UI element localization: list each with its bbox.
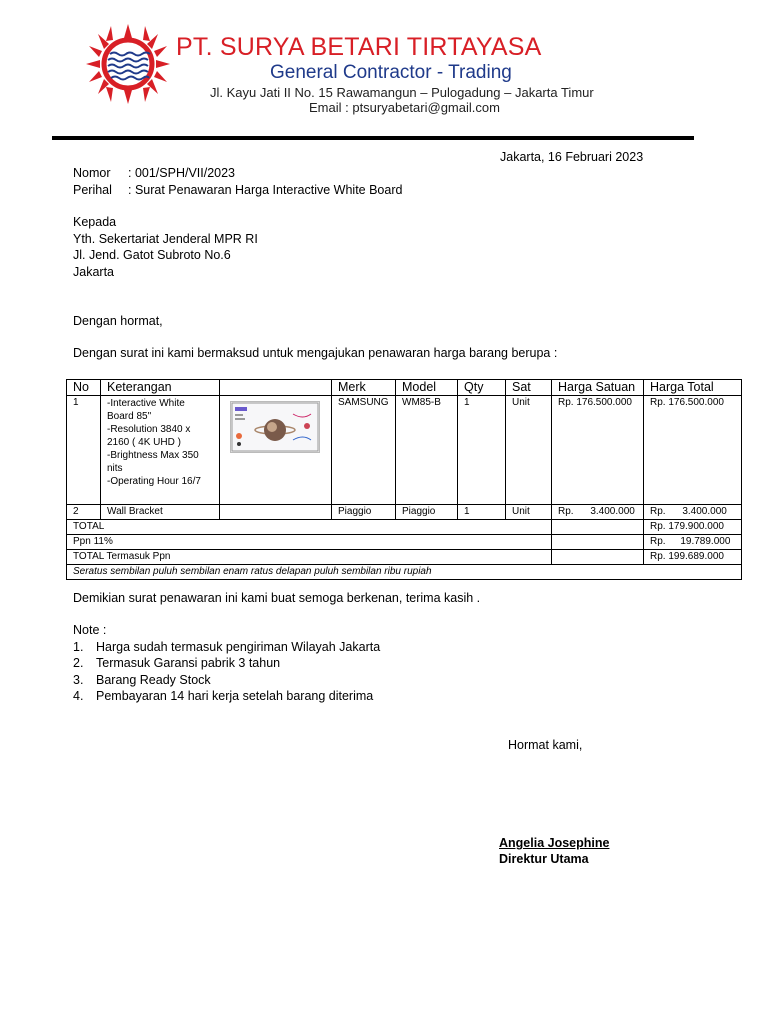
row2-harga-total-cur: Rp. (650, 506, 666, 517)
list-item (73, 689, 380, 705)
list-item (73, 656, 380, 672)
note-number: 3. (73, 672, 84, 687)
col-model: Model (396, 380, 458, 396)
recipient-line3: Jakarta (73, 265, 114, 279)
recipient-line1: Yth. Sekertariat Jenderal MPR RI (73, 232, 258, 246)
note-text: Pembayaran 14 hari kerja setelah barang diterima (96, 688, 374, 703)
signatory-title: Direktur Utama (499, 852, 589, 866)
note-text: Harga sudah termasuk pengiriman Wilayah Jakarta (96, 640, 381, 654)
row2-harga-total (644, 505, 742, 520)
row2-desc: Wall Bracket (101, 505, 220, 520)
nomor-value: : 001/SPH/VII/2023 (128, 166, 236, 180)
greeting: Dengan hormat, (73, 314, 163, 328)
perihal-label: Perihal (73, 183, 112, 197)
note-text: Barang Ready Stock (96, 672, 211, 687)
company-name: PT. SURYA BETARI TIRTAYASA (176, 33, 542, 61)
ppn-row (67, 535, 742, 550)
row1-desc-line: -Brightness Max 350 (107, 450, 199, 461)
intro-text: Dengan surat ini kami bermaksud untuk mengajukan penawaran harga barang berupa : (73, 346, 558, 360)
col-harga-total: Harga Total (644, 380, 742, 396)
row2-harga-total-amt: 3.400.000 (682, 506, 727, 517)
note-number: 1. (73, 640, 84, 654)
closing-text: Demikian surat penawaran ini kami buat semoga berkenan, terima kasih . (73, 591, 481, 605)
ppn-cur: Rp. (650, 536, 666, 547)
recipient-line2: Jl. Jend. Gatot Subroto No.6 (73, 248, 231, 262)
row1-desc-line: Board 85" (107, 411, 152, 422)
row1-image-cell (220, 396, 332, 505)
items-table (66, 379, 742, 580)
row1-harga-total: Rp. 176.500.000 (644, 396, 742, 505)
ppn-spacer (552, 535, 644, 550)
total-value: Rp. 179.900.000 (644, 520, 742, 535)
company-logo (84, 22, 172, 106)
total-label: TOTAL (67, 520, 552, 535)
row1-desc (101, 396, 220, 505)
ppn-value (644, 535, 742, 550)
ppn-label: Ppn 11% (67, 535, 552, 550)
row2-harga-satuan (552, 505, 644, 520)
row1-desc-line: -Resolution 3840 x (107, 424, 191, 435)
row2-no: 2 (67, 505, 101, 520)
row1-model: WM85-B (396, 396, 458, 505)
recipient-kepada: Kepada (73, 215, 117, 229)
company-tagline: General Contractor - Trading (270, 62, 512, 83)
row1-qty: 1 (458, 396, 506, 505)
row2-qty: 1 (458, 505, 506, 520)
whiteboard-product-image (230, 401, 320, 453)
row2-harga-satuan-amt: 3.400.000 (590, 506, 635, 517)
company-email: Email : ptsuryabetari@gmail.com (309, 100, 500, 115)
row2-merk: Piaggio (332, 505, 396, 520)
total-row (67, 520, 742, 535)
terbilang-text: Seratus sembilan puluh sembilan enam ratus delapan puluh sembilan ribu rupiah (67, 565, 742, 580)
row2-harga-satuan-cur: Rp. (558, 506, 574, 517)
letter-date: Jakarta, 16 Februari 2023 (500, 150, 644, 164)
row1-desc-line: 2160 ( 4K UHD ) (107, 437, 181, 448)
note-number: 2. (73, 656, 84, 671)
grand-total-spacer (552, 550, 644, 565)
notes-list (73, 640, 380, 705)
row1-no: 1 (67, 396, 101, 505)
nomor-label: Nomor (73, 166, 111, 180)
row1-sat: Unit (506, 396, 552, 505)
company-address: Jl. Kayu Jati II No. 15 Rawamangun – Pulogadung – Jakarta Timur (210, 85, 594, 100)
col-harga-satuan: Harga Satuan (552, 380, 644, 396)
terbilang-row (67, 565, 742, 580)
grand-total-value: Rp. 199.689.000 (644, 550, 742, 565)
row1-desc-line: -Operating Hour 16/7 (107, 476, 201, 487)
grand-total-row (67, 550, 742, 565)
perihal-value: : Surat Penawaran Harga Interactive White Board (128, 183, 403, 197)
signatory-name: Angelia Josephine (499, 836, 610, 850)
total-spacer (552, 520, 644, 535)
row1-merk: SAMSUNG (332, 396, 396, 505)
table-header-row (67, 380, 742, 396)
row1-desc-line: -Interactive White (107, 398, 185, 409)
note-number: 4. (73, 688, 84, 703)
list-item (73, 640, 380, 656)
note-text: Termasuk Garansi pabrik 3 tahun (96, 656, 281, 671)
col-keterangan: Keterangan (101, 380, 220, 396)
row2-sat: Unit (506, 505, 552, 520)
col-qty: Qty (458, 380, 506, 396)
list-item (73, 673, 380, 689)
row1-harga-satuan: Rp. 176.500.000 (552, 396, 644, 505)
grand-total-label: TOTAL Termasuk Ppn (67, 550, 552, 565)
col-image (220, 380, 332, 396)
col-sat: Sat (506, 380, 552, 396)
letterhead-divider (52, 136, 694, 140)
note-title: Note : (73, 623, 107, 637)
col-no: No (67, 380, 101, 396)
table-row (67, 505, 742, 520)
table-row (67, 396, 742, 505)
regards-text: Hormat kami, (508, 738, 583, 752)
col-merk: Merk (332, 380, 396, 396)
ppn-amt: 19.789.000 (680, 536, 731, 547)
row1-desc-line: nits (107, 463, 123, 474)
row2-model: Piaggio (396, 505, 458, 520)
row2-image-cell (220, 505, 332, 520)
